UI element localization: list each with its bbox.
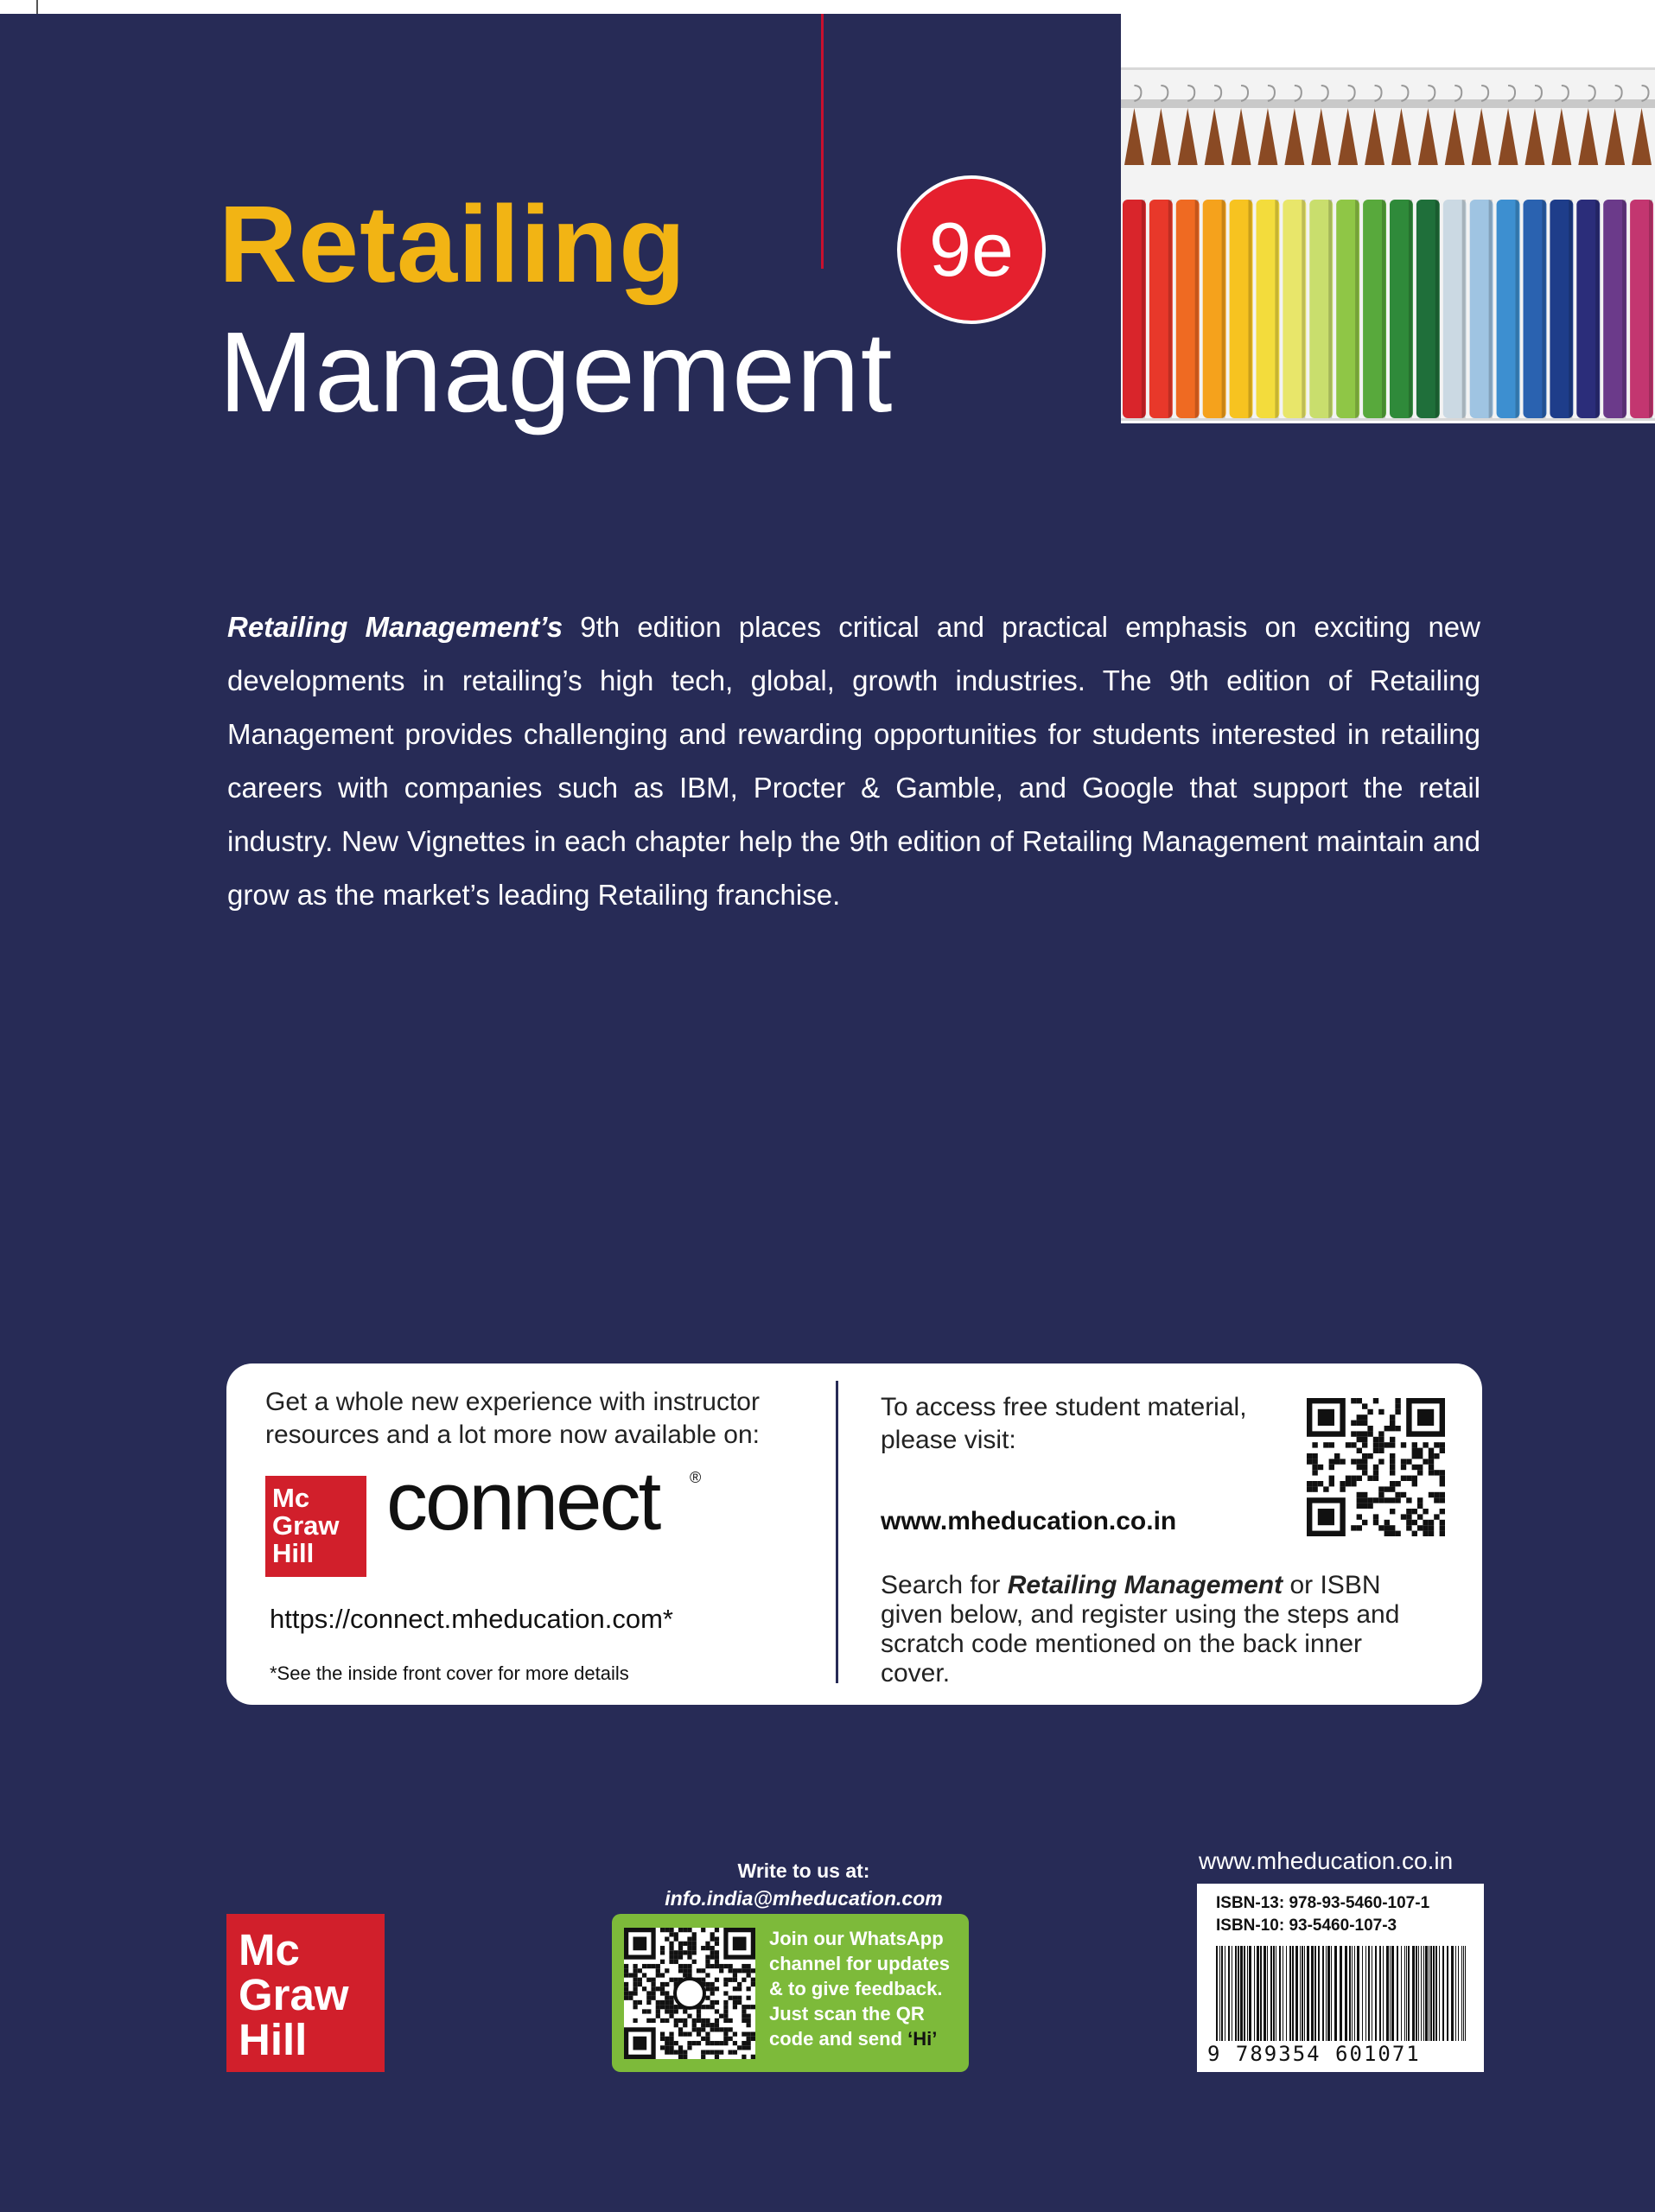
rack-rail [1121,99,1655,108]
registered-mark: ® [690,1469,702,1486]
student-site-url[interactable]: www.mheducation.co.in [881,1507,1177,1535]
title-line-1: Retailing [219,183,687,305]
whatsapp-hi: ‘Hi’ [907,2028,938,2050]
logo-line: Mc [239,1925,300,1974]
photo-backdrop [1121,70,1655,418]
logo-line: Hill [239,2015,308,2064]
logo-line: Graw [272,1510,340,1541]
search-instructions [881,1571,1434,1688]
connect-intro: Get a whole new experience with instructor resources and a lot more now available on: [265,1388,760,1449]
search-suffix: or ISBN given below, and register using the steps and scratch code mentioned on the back inner cover. [881,1571,1400,1688]
student-material-qr-code[interactable] [1307,1398,1445,1536]
book-description [227,601,1480,922]
whatsapp-message: Join our WhatsApp channel for updates & to give feedback. Just scan the QR code and send [769,1928,951,2050]
title-line-2: Management [219,308,894,435]
contact-email[interactable]: info.india@mheducation.com [665,1887,943,1910]
isbn-site-url[interactable]: www.mheducation.co.in [1199,1847,1454,1874]
student-access-text: To access free student material, please visit: [881,1393,1247,1454]
clothes-rack-photo [1121,67,1655,421]
logo-line: Graw [239,1970,349,2019]
qr-code-icon [624,1928,755,2059]
connect-url[interactable]: https://connect.mheducation.com* [270,1604,673,1634]
panel-divider [836,1381,838,1683]
barcode-icon [1216,1946,1468,2041]
logo-line: Mc [272,1483,310,1513]
whatsapp-qr-code[interactable] [624,1928,755,2059]
trim-mark [36,0,38,14]
write-to-us-label: Write to us at: [737,1859,870,1882]
red-divider-line [821,14,824,269]
search-prefix: Search for [881,1571,1008,1599]
connect-logo-word: connect [386,1455,659,1548]
description-lead: Retailing Management’s [227,611,563,643]
whatsapp-text [769,1926,964,2051]
whatsapp-box [612,1914,969,2072]
connect-note: *See the inside front cover for more details [270,1662,629,1684]
mcgraw-hill-logo-small [265,1476,366,1577]
barcode-digits: 9 789354 601071 [1207,2042,1421,2066]
search-title: Retailing Management [1007,1571,1283,1599]
edition-badge: 9e [897,175,1046,324]
isbn-barcode-box [1197,1884,1484,2072]
clothes-rack-illustration [1121,70,1655,418]
whatsapp-icon [675,1979,704,2008]
mcgraw-hill-logo [226,1914,385,2072]
description-body: 9th edition places critical and practical emphasis on exciting new developments in retailing’s high tech, global, growth industries. The 9th edition of Retailing Management provides challenging and rewarding opportunities for students interested in retailing careers with companies such as IBM, Procter & Gamble, and Google that support the retail industry. New Vignettes in each chapter help the 9th edition of Retailing Management maintain and grow as the market’s leading Retailing franchise. [227,611,1480,911]
isbn-10: ISBN-10: 93-5460-107-3 [1216,1916,1397,1935]
isbn-13: ISBN-13: 978-93-5460-107-1 [1216,1894,1430,1912]
logo-line: Hill [272,1538,315,1568]
resources-panel [226,1363,1482,1705]
